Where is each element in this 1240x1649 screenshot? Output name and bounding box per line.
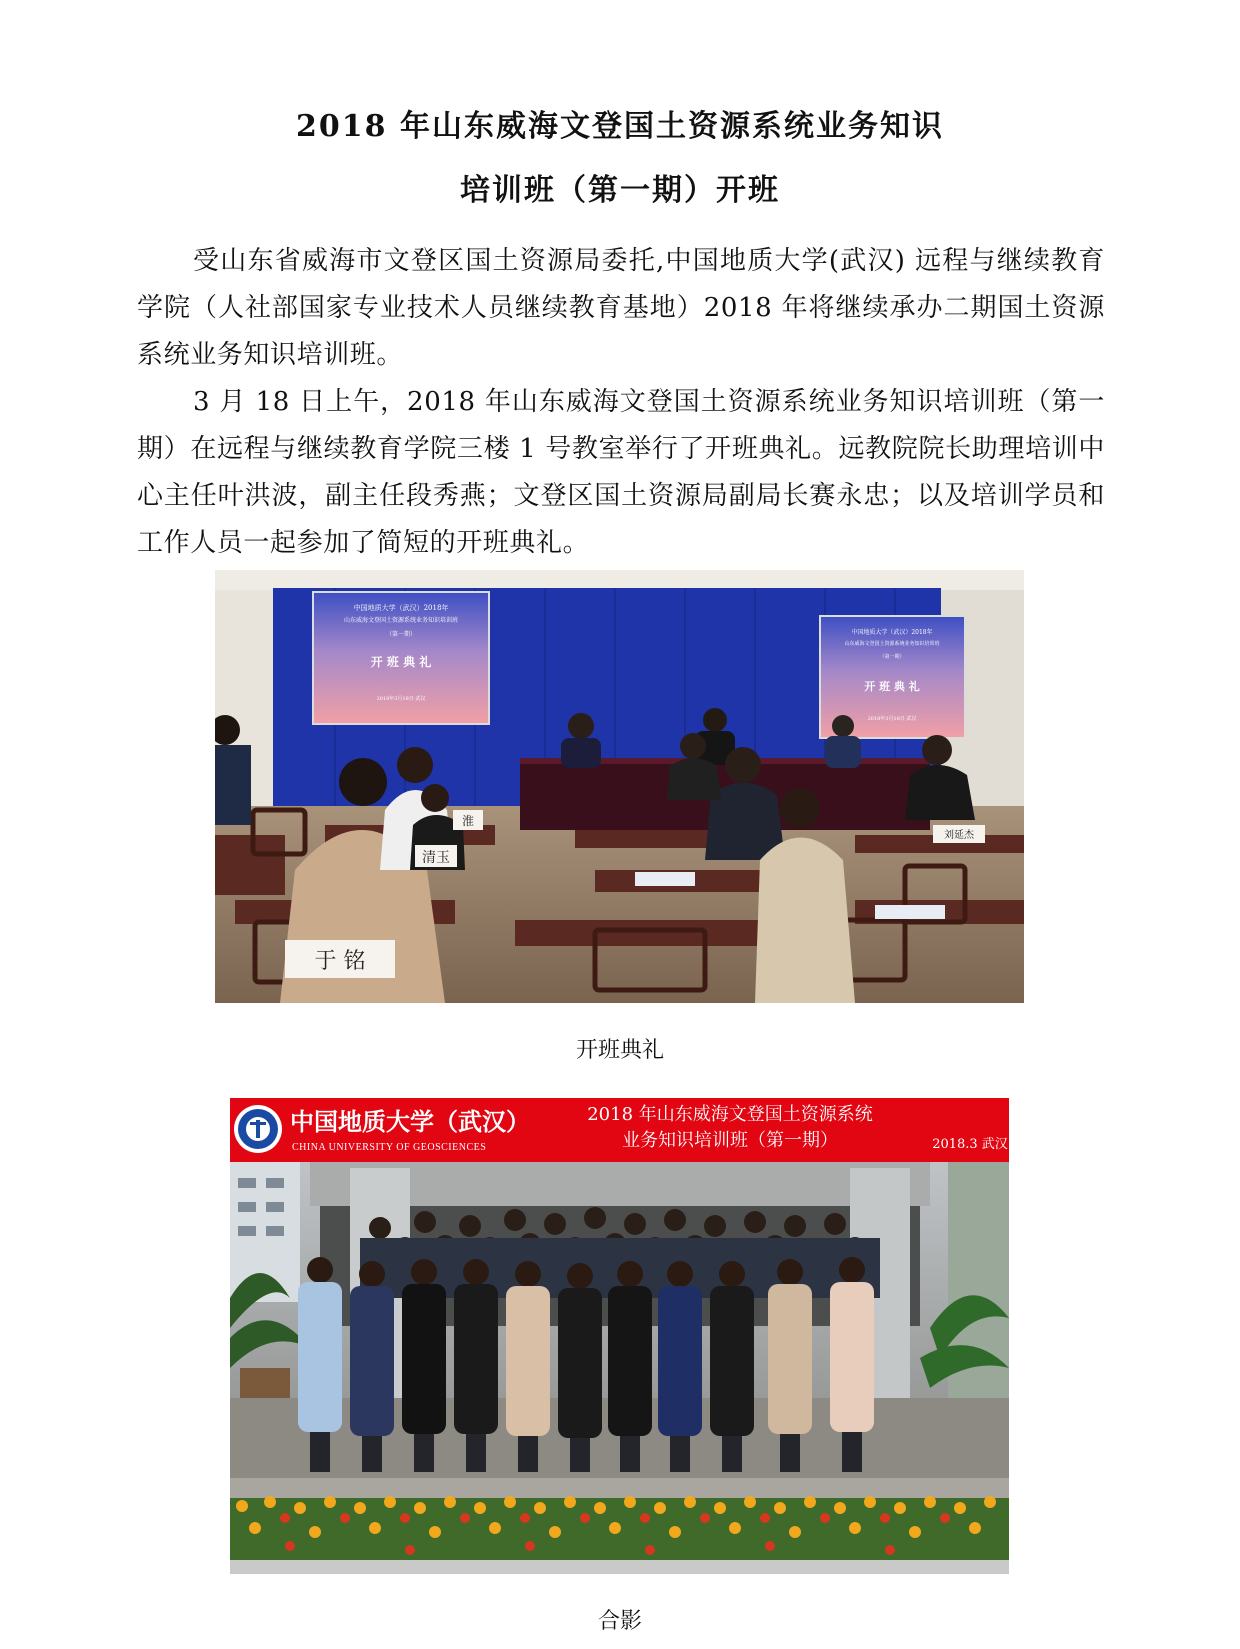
screen-left-line1: 中国地质大学（武汉）2018年	[353, 604, 449, 612]
screen-left-line3: （第一期）	[385, 631, 417, 638]
screen-right-line5: 2018年3月18日·武汉	[867, 716, 917, 722]
banner-date: 2018.3 武汉	[932, 1137, 1008, 1152]
document-title-line2: 培训班（第一期）开班	[460, 173, 780, 208]
banner-title-line1: 2018 年山东威海文登国土资源系统	[587, 1104, 873, 1125]
screen-right-line2: 山东威海文登国土资源系统业务知识培训班	[844, 641, 940, 647]
name-card-1: 于 铭	[314, 949, 366, 974]
screen-right-line4: 开 班 典 礼	[864, 680, 920, 693]
screen-left-line2: 山东威海文登国土资源系统业务知识培训班	[343, 617, 459, 624]
screen-left-line5: 2018年3月18日·武汉	[376, 696, 426, 702]
group-photo-caption: 合影	[597, 1609, 642, 1634]
ceremony-photo	[215, 570, 1024, 1003]
name-card-3: 淮	[461, 814, 475, 828]
paragraph-1: 受山东省威海市文登区国土资源局委托,中国地质大学(武汉) 远程与继续教育学院（人社部国家专业技术人员继续教育基地）2018 年将继续承办二期国土资源系统业务知识培训班。	[137, 246, 1105, 370]
banner-university-cn: 中国地质大学（武汉）	[290, 1107, 530, 1136]
screen-right-line1: 中国地质大学（武汉）2018年	[851, 629, 933, 636]
name-card-4: 刘延杰	[944, 830, 974, 841]
paragraph-2: 3 月 18 日上午，2018 年山东威海文登国土资源系统业务知识培训班（第一期）在远程与继续教育学院三楼 1 号教室举行了开班典礼。远教院院长助理培训中心主任叶洪波，副主任段秀燕；文登区国土资源局副局长赛永忠；以及培训学员和工作人员一起参加了简短的开班典礼。	[137, 387, 1105, 558]
screen-left-line4: 开 班 典 礼	[370, 655, 432, 669]
banner-title-line2: 业务知识培训班（第一期）	[622, 1130, 838, 1151]
group-photo	[230, 1098, 1009, 1574]
screen-right-line3: （第一期）	[879, 654, 905, 660]
document-title-line1: 2018 年山东威海文登国土资源系统业务知识	[296, 109, 944, 144]
university-logo	[234, 1105, 282, 1153]
banner-university-en: CHINA UNIVERSITY OF GEOSCIENCES	[292, 1142, 487, 1153]
ceremony-caption: 开班典礼	[575, 1038, 664, 1063]
name-card-2: 清玉	[422, 850, 450, 866]
